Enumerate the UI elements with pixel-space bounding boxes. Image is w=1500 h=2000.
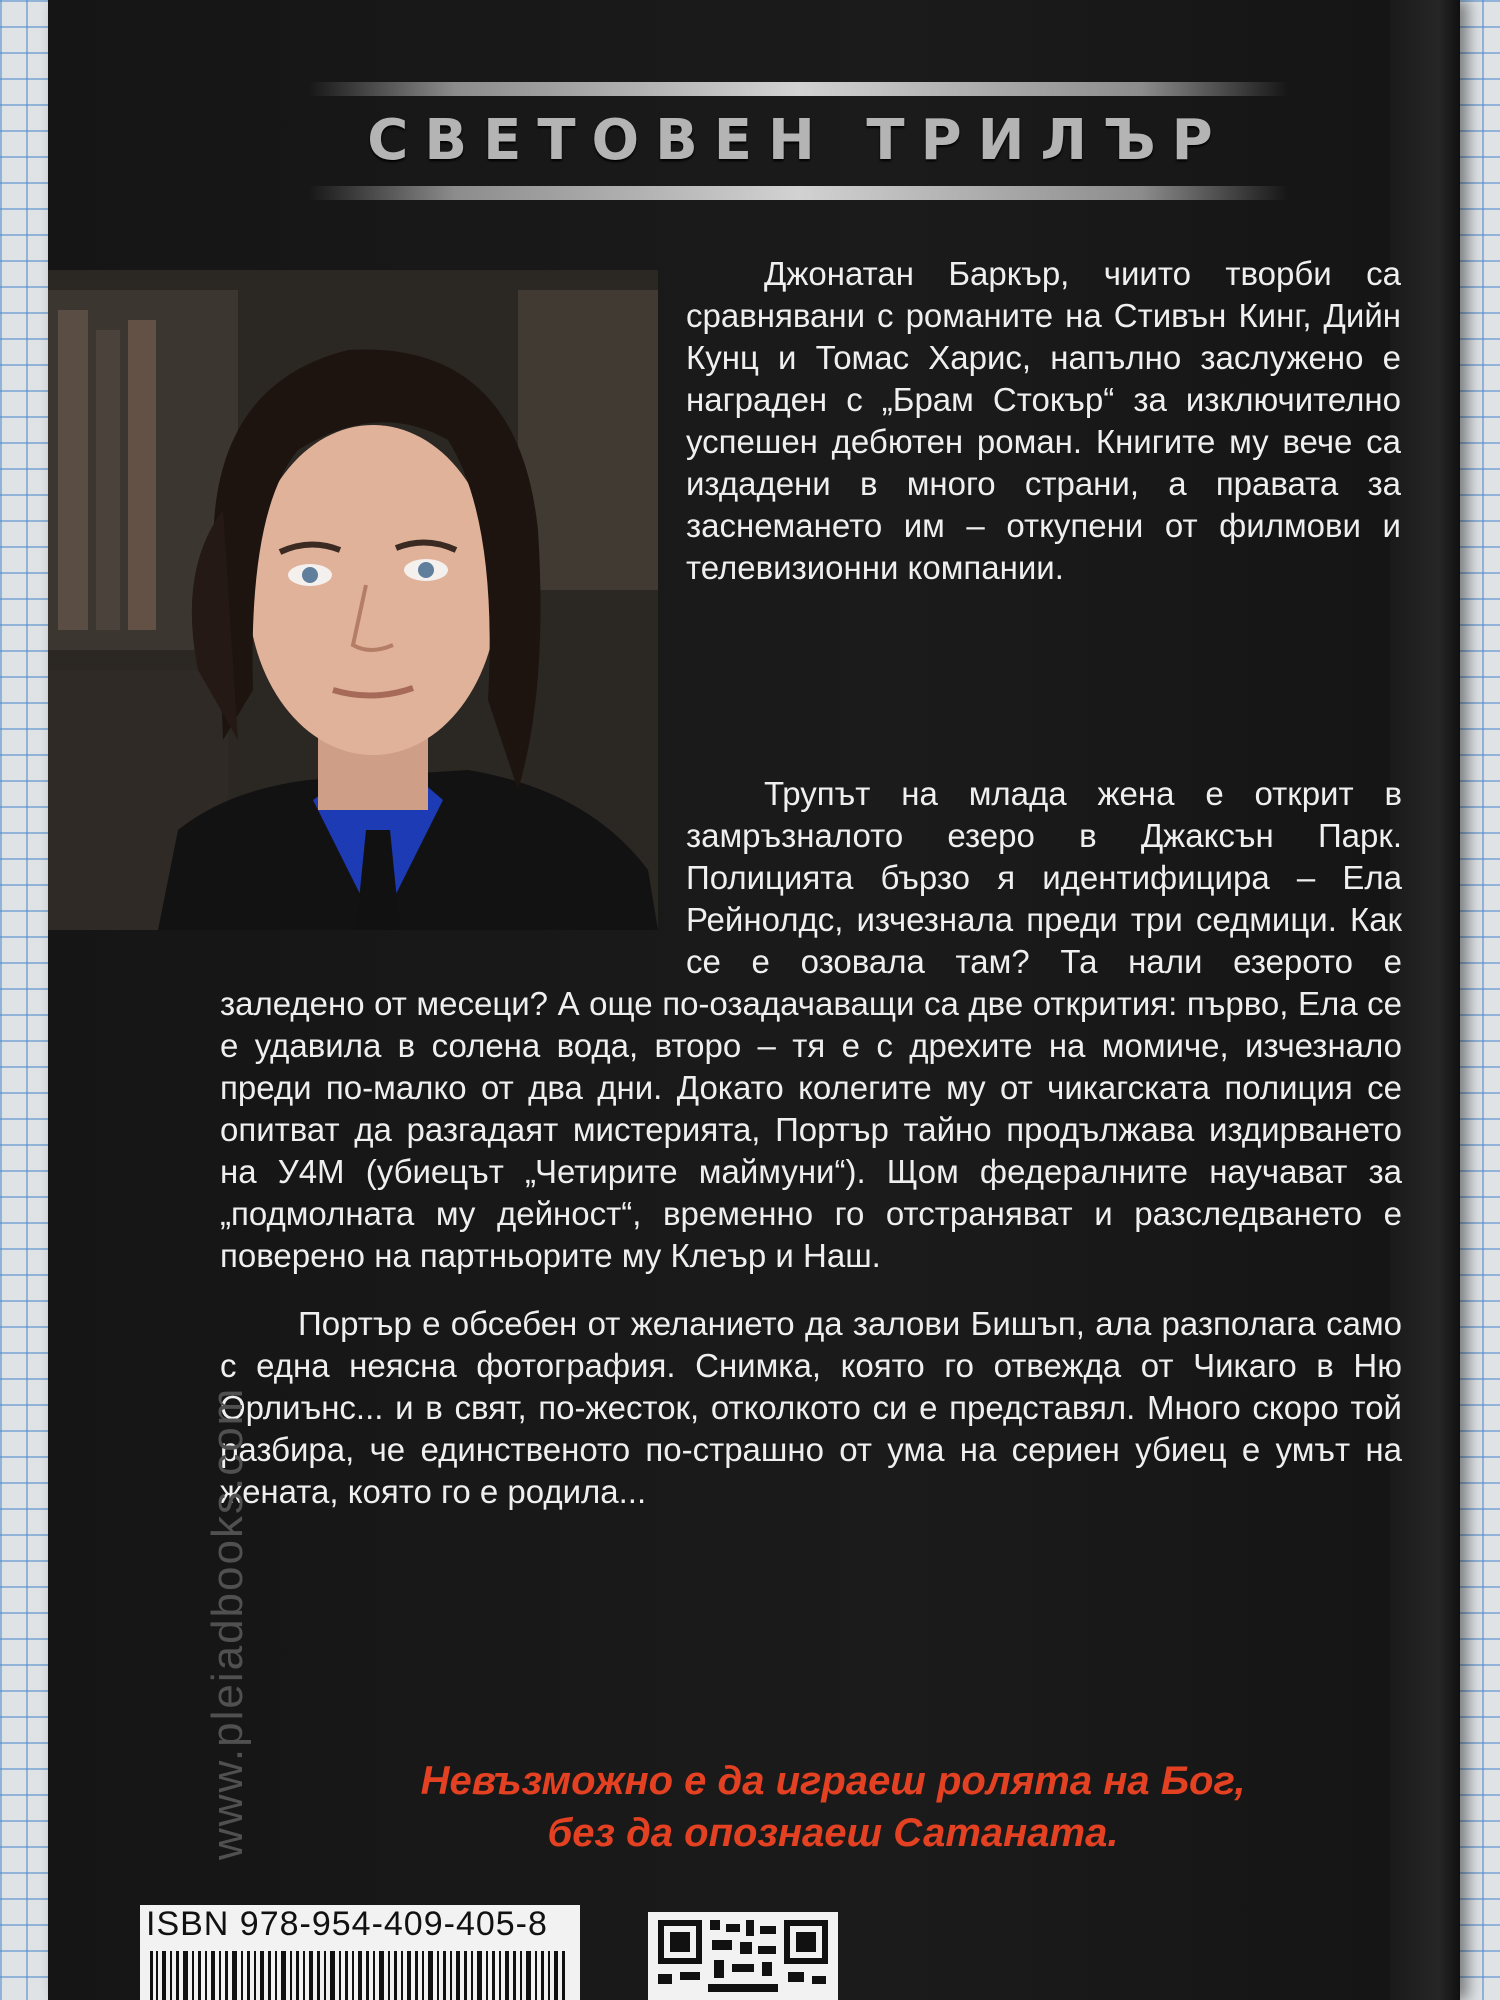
photo-wrap-spacer <box>220 773 686 981</box>
tagline-line-1: Невъзможно е да играеш ролята на Бог, <box>420 1759 1246 1803</box>
series-bottom-rule <box>308 186 1288 200</box>
series-title: СВЕТОВЕН ТРИЛЪР <box>367 108 1229 173</box>
synopsis <box>220 773 1402 1539</box>
author-bio-text: Джонатан Баркър, чиито творби са сравнявани с романите на Стивън Кинг, Дийн Кунц и Томас Харис, напълно заслужено е награден с „Брам Стокър“ за изключително успешен дебютен роман. Книгите му вече са издадени в много страни, а правата за заснемането им – откупени от филмови и телевизионни компании. <box>686 255 1401 586</box>
tagline <box>288 1755 1378 1859</box>
barcode-bars <box>148 1951 572 2000</box>
isbn-number: ISBN 978-954-409-405-8 <box>146 1905 548 1943</box>
qr-code <box>648 1912 838 2000</box>
synopsis-paragraph: Трупът на млада жена е открит в замръзналото езеро в Джаксън Парк. Полицията бързо я идентифицира – Ела Рейнолдс, изчезнала преди три седмици. Как се е озовала там? Та нали езерото е заледено от месеци? А още по-озадачаващи са две открития: първо, Ела се е удавила в солена вода, второ – тя е с дрехите на момиче, изчезнало преди по-малко от два дни. Докато колегите му от чикагската полиция се опитват да разгадаят мистерията, Портър тайно продължава издирването на У4М (убиецът „Четирите маймуни“). Щом федералните научават за „подмолната му дейност“, временно го отстраняват и разследването е поверено на партньорите му Клеър и Наш. <box>220 775 1402 1274</box>
tagline-line-2: без да опознаеш Сатаната. <box>547 1811 1119 1855</box>
book-back-cover <box>48 0 1460 2000</box>
author-bio <box>686 253 1401 589</box>
series-top-rule <box>308 82 1288 96</box>
series-banner <box>308 82 1288 200</box>
synopsis-paragraph: Портър е обсебен от желанието да залови Бишъп, ала разполага само с една неясна фотография. Снимка, която го отвежда от Чикаго в Ню Орлиънс... и в свят, по-жесток, отколкото си е представял. Много скоро той разбира, че единственото по-страшно от ума на сериен убиец е умът на жената, която го е родила... <box>220 1305 1402 1510</box>
publisher-website: www.pleiadbooks.com <box>203 1386 252 1860</box>
isbn-barcode <box>140 1905 580 2000</box>
